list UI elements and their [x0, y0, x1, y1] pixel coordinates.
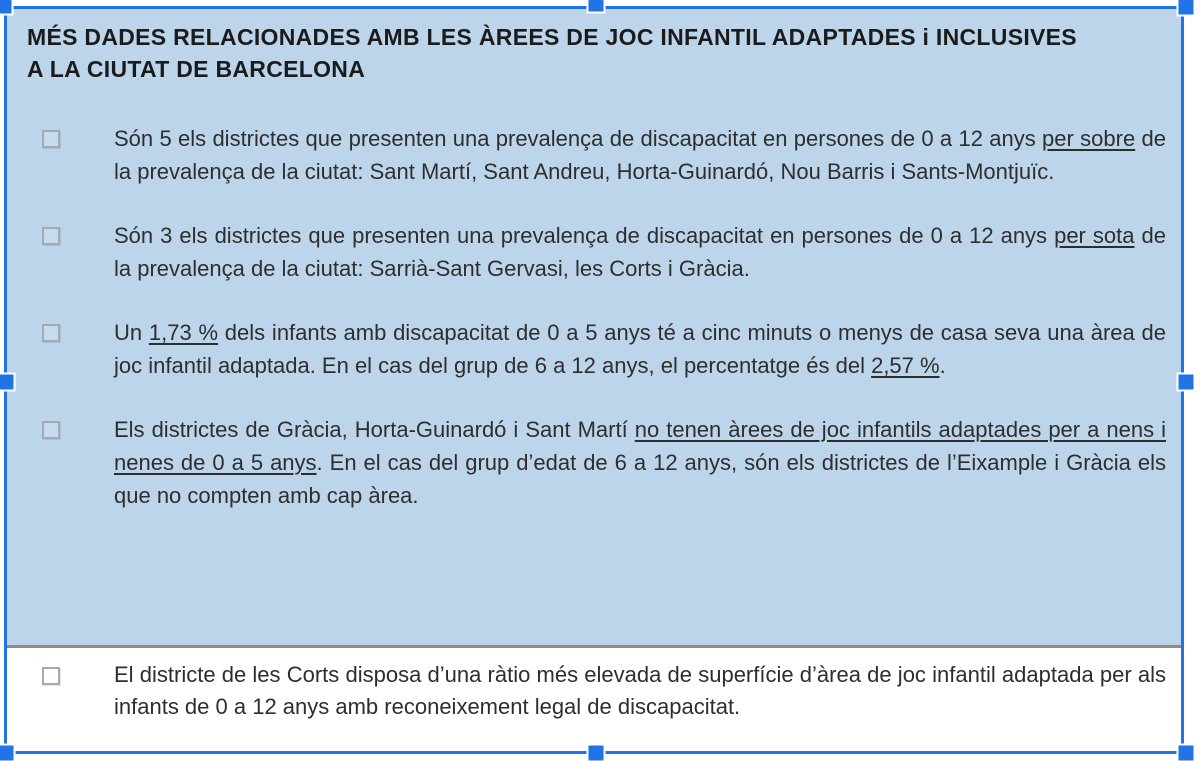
text-segment: de la prevalença de la ciutat: Sarrià-Sant Gervasi, les Corts i Gràcia. — [114, 223, 1166, 281]
text-segment: Són 3 els districtes que presenten una prevalença de discapacitat en persones de 0 a 12 anys — [114, 223, 1055, 248]
underlined-text-segment: 1,73 % — [148, 320, 219, 345]
text-segment: El districte de les Corts disposa d’una ràtio més elevada de superfície d’àrea de joc infantil adaptada per als infants de 0 a 12 anys amb reconeixement legal de discapacitat. — [114, 662, 1166, 719]
middle-right-resize-handle[interactable] — [1177, 373, 1196, 392]
middle-left-resize-handle[interactable] — [0, 373, 16, 392]
top-left-resize-handle[interactable] — [0, 0, 14, 16]
text-segment: Un — [114, 320, 149, 345]
underlined-text-segment: per sota — [1054, 223, 1135, 248]
bottom-left-resize-handle[interactable] — [0, 744, 16, 761]
bottom-right-resize-handle[interactable] — [1177, 744, 1196, 761]
top-center-resize-handle[interactable] — [587, 0, 606, 14]
text-segment: . — [939, 353, 946, 378]
underlined-text-segment: 2,57 % — [871, 353, 940, 378]
text-segment: Els districtes de Gràcia, Horta-Guinardó i Sant Martí — [114, 417, 635, 442]
text-segment: de la prevalença de la ciutat: Sant Martí, Sant Andreu, Horta-Guinardó, Nou Barris i Sants-Montjuïc. — [114, 126, 1166, 184]
underlined-text-segment: per sobre — [1042, 126, 1136, 151]
top-right-resize-handle[interactable] — [1177, 0, 1196, 17]
text-segment: dels infants amb discapacitat de 0 a 5 anys té a cinc minuts o menys de casa seva una àrea de joc infantil adaptada. En el cas del grup de 6 a 12 anys, el percentatge és del — [114, 320, 1166, 378]
bottom-center-resize-handle[interactable] — [587, 744, 606, 761]
page-title: MÉS DADES RELACIONADES AMB LES ÀREES DE JOC INFANTIL ADAPTADES i INCLUSIVES A LA CIUTAT DE BARCELONA — [27, 24, 1077, 82]
textbox-selection-outline[interactable] — [4, 6, 1184, 754]
text-segment: . En el cas del grup d’edat de 6 a 12 anys, són els districtes de l’Eixample i Gràcia els que no compten amb cap àrea. — [114, 450, 1166, 508]
text-segment: Són 5 els districtes que presenten una prevalença de discapacitat en persones de 0 a 12 anys — [114, 126, 1043, 151]
underlined-text-segment: no tenen àrees de joc infantils adaptades per a nens i nenes de 0 a 5 anys — [114, 417, 1166, 475]
